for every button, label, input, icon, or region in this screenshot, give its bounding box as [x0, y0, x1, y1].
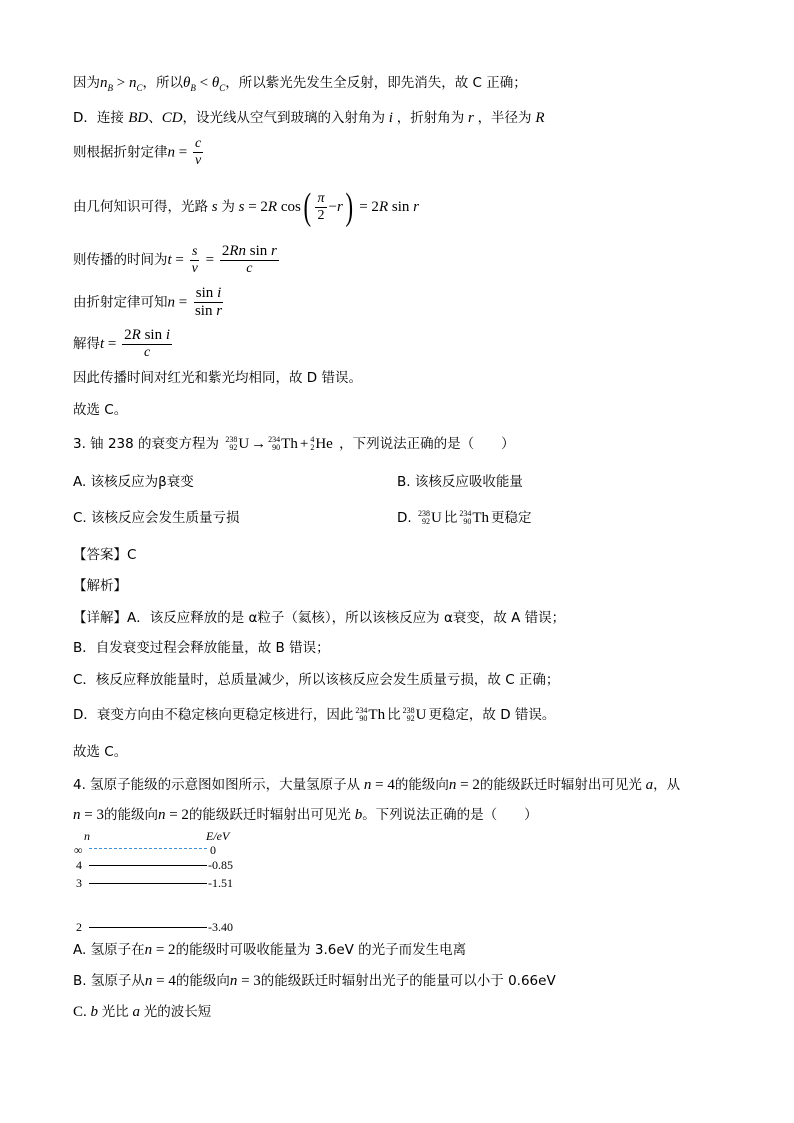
q3-detail-c — [73, 670, 559, 690]
text: B. 该核反应吸收能量 — [397, 474, 523, 490]
nuclide-he4: 4 2 He — [310, 435, 333, 452]
text: 比 — [443, 510, 458, 526]
q3-analysis-heading — [73, 576, 127, 596]
level-2-line — [89, 927, 207, 928]
line-path-length: 由几何知识可得，光路 s 为 s = 2R cos( $\frac{\pi}{2}$ −r) = 2R sin r — [73, 186, 419, 228]
text: 的能级向 — [103, 807, 158, 823]
text: B．自发衰变过程会释放能量，故 B 错误； — [73, 640, 330, 656]
line-propagation-time: 则传播的时间为t = $\frac{s}{v}$ = $\frac{\text{2Rn sin r}}{c}$ — [73, 243, 277, 276]
q4-stem-line2: n = 3的能级向n = 2的能级跃迁时辐射出可见光 b。下列说法正确的是（ ） — [73, 807, 538, 823]
q3-option-c[interactable] — [73, 508, 240, 528]
level-4-energy: -0.85 — [208, 858, 233, 872]
level-inf-label: ∞ — [74, 843, 83, 857]
text: 的能级向 — [175, 973, 230, 989]
text: 光比 — [101, 1004, 129, 1020]
text: D. — [397, 510, 412, 526]
text: 则根据折射定律 — [73, 144, 168, 161]
line-snell-law: 由折射定律可知n = $\frac{\text{sin i}}{\text{sin r}}$ — [73, 285, 223, 319]
text: 因为 — [73, 75, 100, 91]
q3-option-b[interactable] — [397, 472, 523, 492]
text: 的能级向 — [394, 777, 449, 793]
text: B. 氢原子从 — [73, 973, 145, 989]
n-axis-label: n — [84, 829, 90, 843]
level-2-label: 2 — [76, 920, 82, 934]
text: 光的波长短 — [143, 1004, 212, 1020]
text: C. 该核反应会发生质量亏损 — [73, 510, 240, 526]
text: 的能级跃迁时辐射出可见光 — [188, 807, 351, 823]
text: ，所以 — [142, 75, 183, 91]
text: 的能级跃迁时辐射出可见光 — [479, 777, 642, 793]
text: 则传播的时间为 — [73, 252, 168, 268]
text: 【答案】C — [73, 547, 137, 563]
text: 比 — [387, 707, 401, 723]
level-4-label: 4 — [76, 858, 82, 872]
q3-option-a[interactable] — [73, 472, 194, 492]
text: ，下列说法正确的是（ ） — [339, 436, 515, 452]
text: 因此传播时间对红光和紫光均相同，故 D 错误。 — [73, 370, 362, 386]
fraction-c-over-v: $\frac{c}{v}$ — [194, 136, 202, 168]
fraction-s-over-v: $\frac{s}{v}$ — [191, 243, 198, 276]
level-inf-line — [89, 848, 207, 849]
text: D．连接 — [73, 110, 124, 126]
level-3-line — [89, 883, 207, 884]
text: C．核反应释放能量时，总质量减少，所以该核反应会发生质量亏损，故 C 正确； — [73, 672, 560, 688]
text: 。下列说法正确的是（ ） — [362, 807, 538, 823]
energy-level-diagram — [72, 828, 272, 938]
text: A. 氢原子在 — [73, 942, 145, 958]
energy-axis-label: E/eV — [206, 829, 230, 843]
q3-conclusion — [73, 742, 127, 762]
text: ，设光线从空气到玻璃的入射角为 — [182, 110, 386, 126]
text: 【详解】A．该反应释放的是 α粒子（氦核），所以该核反应为 α衰变，故 A 错误； — [73, 610, 566, 626]
segment-bd: BD — [128, 110, 149, 126]
segment-cd: CD — [161, 110, 183, 126]
q4-option-c[interactable]: C. b 光比 a 光的波长短 — [73, 1004, 212, 1020]
q4-option-a[interactable]: A. 氢原子在n = 2的能级时可吸收能量为 3.6eV 的光子而发生电离 — [73, 942, 467, 958]
level-4-line — [89, 865, 207, 866]
level-inf-energy: 0 — [210, 843, 216, 857]
q3-detail-b — [73, 638, 330, 658]
text: 4. 氢原子能级的示意图如图所示，大量氢原子从 — [73, 777, 361, 793]
line-option-d-setup: D．连接 BD、CD，设光线从空气到玻璃的入射角为 i ，折射角为 r ，半径为 R — [73, 110, 545, 126]
text: 故选 C。 — [73, 402, 128, 418]
text: 更稳定，故 D 错误。 — [428, 707, 556, 723]
text: A. 该核反应为β衰变 — [73, 474, 194, 490]
line-choose-c — [73, 400, 127, 420]
text: 【解析】 — [73, 578, 127, 594]
text: 更稳定 — [491, 510, 532, 526]
level-3-label: 3 — [76, 876, 82, 890]
q3-option-d[interactable]: D. 238 92 U 比 234 90 Th 更稳定 — [397, 509, 532, 526]
nuclide-u238: 238 92 U — [225, 435, 250, 452]
q3-stem: 3. 铀 238 的衰变方程为 238 92 U → 234 90 Th + 4 2 He ，下列说法正确的是（ ） — [73, 435, 515, 452]
q3-answer — [73, 545, 136, 565]
text: 解得 — [73, 336, 100, 352]
fraction-sini-over-sinr: $\frac{\text{sin i}}{\text{sin r}}$ — [194, 285, 223, 319]
text: 3. 铀 238 的衰变方程为 — [73, 436, 220, 452]
text: ，所以紫光先发生全反射，即先消失，故 C 正确； — [225, 75, 527, 91]
text: 由折射定律可知 — [73, 294, 168, 311]
nuclide-th234: 234 90 Th — [268, 435, 298, 452]
text: 的能级跃迁时辐射出光子的能量可以小于 0.66eV — [260, 973, 556, 989]
text: D．衰变方向由不稳定核向更稳定核进行，因此 — [73, 707, 354, 723]
text: 故选 C。 — [73, 744, 128, 760]
fraction-2rsini-over-c: $\frac{\text{2R sin i}}{c}$ — [124, 327, 170, 360]
fraction-pi-over-2: $\frac{\pi}{2}$ — [317, 190, 325, 223]
text: 由几何知识可得，光路 — [73, 199, 208, 215]
level-3-energy: -1.51 — [208, 876, 233, 890]
text: ，折射角为 — [396, 110, 465, 126]
q3-detail-a — [73, 608, 565, 628]
q3-detail-d: D．衰变方向由不稳定核向更稳定核进行，因此 234 90 Th 比 238 92 U 更稳定，故 D 错误。 — [73, 706, 556, 723]
text: 、 — [148, 110, 162, 126]
text: 的能级时可吸收能量为 3.6eV 的光子而发生电离 — [175, 942, 467, 958]
line-solution: 解得t = $\frac{\text{2R sin i}}{c}$ — [73, 327, 170, 360]
text: ，半径为 — [477, 110, 532, 126]
line-refraction-law: 则根据折射定律n = $\frac{c}{v}$ — [73, 136, 202, 168]
q4-stem-line1: 4. 氢原子能级的示意图如图所示，大量氢原子从 n = 4的能级向n = 2的能级跃迁时辐射出可见光 a，从 — [73, 777, 681, 793]
text: ，从 — [653, 777, 681, 793]
line-conclusion-d — [73, 368, 362, 388]
level-2-energy: -3.40 — [208, 920, 233, 934]
text: 为 — [221, 199, 235, 215]
line-total-reflection: 因为$n_B > n_C$，所以$\theta_B < \theta_C$，所以紫光先发生全反射，即先消失，故 C 正确； — [73, 75, 527, 93]
q4-option-b[interactable]: B. 氢原子从n = 4的能级向n = 3的能级跃迁时辐射出光子的能量可以小于 0.66eV — [73, 973, 556, 989]
fraction-2rnsinr-over-c: $\frac{\text{2Rn sin r}}{c}$ — [221, 243, 277, 276]
